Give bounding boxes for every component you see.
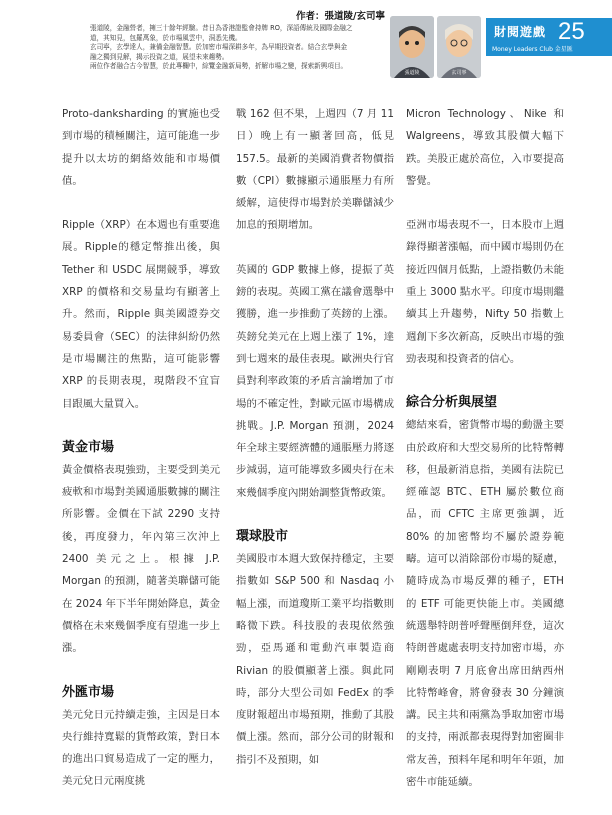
paragraph: 美元兌日元持續走強，主因是日本央行維持寬鬆的貨幣政策，對日本的進出口貿易造成了一定的壓力，美元兌日元兩度挑 xyxy=(62,708,220,788)
bio-line: 張道陵，金融營者，擁三十餘年經驗。昔日為香港證監會持牌 RO，深語傳統及國際金融之 xyxy=(90,24,353,32)
section-title: 財閱遊戲 xyxy=(494,25,547,39)
club-name: Money Leaders Club 金星匯 xyxy=(492,46,573,53)
paragraph: 總結來看，密貨幣市場的動盪主要由於政府和大型交易所的比特幣轉移，但最新消息指，美國有法院已經確認 BTC、ETH 屬於數位商品，而 CFTC 主席更強調，近 80% 的加密幣均不屬於證券範疇。這可以消除部份市場的疑慮，隨時成為市場反彈的種子，ETH 的 ETF 可能更快能上市。美國總統選舉特朗普呼聲壓倒拜登，這次特朗普處處表明支持加密市場，亦剛剛表明 7 月底會出席田納西州比特幣峰會，將會發表 30 分鐘演講。民主共和兩黨為爭取加密市場的支持，兩派都表現得對加密圈非常友善，預料年尾和明年年頭，加密牛市能延續。 xyxy=(406,419,564,789)
article-column-2 xyxy=(236,103,394,793)
section-heading: 黃金市場 xyxy=(62,439,115,455)
section-heading: 外匯市場 xyxy=(62,684,115,700)
paragraph: Proto-danksharding 的實施也受到市場的積極關注，這可能進一步提升以太坊的網絡效能和市場價值。 xyxy=(62,108,220,187)
bio-line: 玄司寧，玄學達人，兼備金融智慧。於加密市場深耕多年，為早期投資者。結合玄學與金 xyxy=(90,43,348,52)
paragraph: 英國的 GDP 數據上修，提振了英鎊的表現。英國工黨在議會選舉中獲勝，進一步推動了英鎊的上漲。英鎊兌美元在上週上漲了 1%，達到七週來的最佳表現。歐洲央行官員對利率政策的矛盾言論增加了市場的不確定性，對歐元區市場構成挑戰。J.P. Morgan 預測，2024 年全球主要經濟體的通脹壓力將逐步減弱，這可能導致多國央行在未來幾個季度內開始調整貨幣政策。 xyxy=(236,263,394,499)
section-heading: 環球股市 xyxy=(236,529,289,545)
section-banner xyxy=(486,18,612,56)
paragraph: 亞洲市場表現不一，日本股市上週錄得顯著漲幅，而中國市場則仍在接近四個月低點，上證指數仍未能重上 3000 點水平。印度市場則繼續其上升趨勢，Nifty 50 指數上週創下多次新高，反映出市場的強勁表現和投資者的信心。 xyxy=(406,219,564,365)
author-bio xyxy=(90,24,380,72)
author-avatar-1 xyxy=(390,16,434,78)
paragraph: 戰 162 但不果，上週四（7 月 11 日）晚上有一顯著回高，低見 157.5。最新的美國消費者物價指數（CPI）數據顯示通脹壓力有所緩解，這使得市場對於美聯儲減少加息的預期增加。 xyxy=(236,108,394,232)
paragraph: 美國股市本週大致保持穩定，主要指數如 S&P 500 和 Nasdaq 小幅上漲，而道瓊斯工業平均指數則略微下跌。科技股的表現依然強勁，亞馬遜和電動汽車製造商 Rivian 的股價顯著上漲。與此同時，部分大型公司如 FedEx 的季度財報超出市場預期，推動了其股價上漲。然而，部分公司的財報和指引不及預期，如 xyxy=(236,553,394,766)
article-column-3 xyxy=(406,103,564,815)
avatar-caption: 玄司寧 xyxy=(451,70,467,76)
page-header xyxy=(0,0,612,92)
paragraph: Micron Technology、Nike 和 Walgreens，導致其股價大幅下跌。美股正處於高位，入市要提高警覺。 xyxy=(406,108,564,187)
article-column-1 xyxy=(62,103,220,815)
bio-line: 融之獨到見解，揭示投資之道，展望未來趨勢。 xyxy=(90,52,229,61)
bio-line: 道，其知見，包羅萬象，於市場風雲中，洞悉先機。 xyxy=(90,33,242,42)
page-number: 25 xyxy=(558,18,585,45)
paragraph: 黃金價格表現強勁，主要受到美元疲軟和市場對美國通脹數據的關注所影響。金價在下試 2290 支持後，再度發力，年內第三次沖上 2400 美元之上。根據 J.P. Morgan 的預測，隨著美聯儲可能在 2024 年下半年開始降息，黃金價格在未來幾個季度有望進一步上漲。 xyxy=(62,463,220,655)
author-line: 作者：張道陵/玄司寧 xyxy=(296,11,385,22)
paragraph: Ripple（XRP）在本週也有重要進展。Ripple的穩定幣推出後，與 Tether 和 USDC 展開競爭，導致 XRP 的價格和交易量均有顯著上升。然而，Ripple 與美國證券交易委員會（SEC）的法律糾紛仍然是市場關注的焦點，這可能影響 XRP 的長期表現，現階段不宜盲目跟風大量買入。 xyxy=(62,219,220,410)
avatar-caption: 張道陵 xyxy=(404,70,420,76)
author-avatar-2 xyxy=(437,16,481,78)
bio-line: 兩位作者融合古今智慧，於此專欄中，綜覽金融新局勢，折解市場之變，探索新興項目。 xyxy=(90,62,348,71)
section-heading: 綜合分析與展望 xyxy=(406,395,498,411)
